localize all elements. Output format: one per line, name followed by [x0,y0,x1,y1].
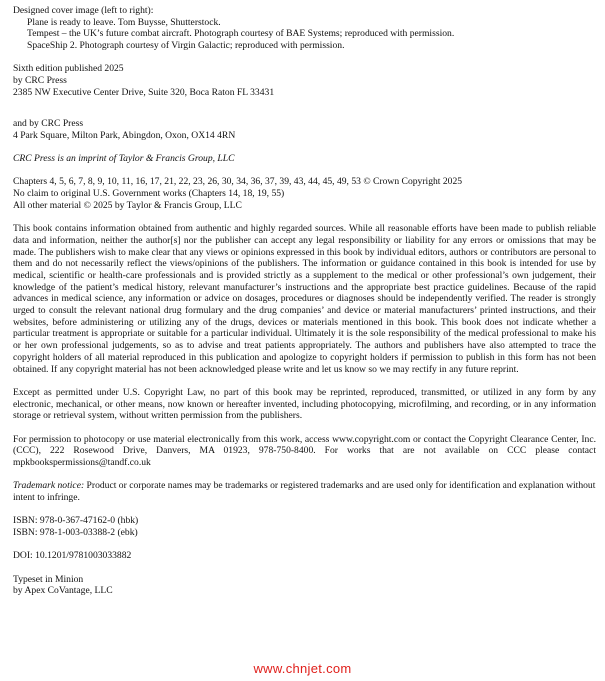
typesetter: by Apex CoVantage, LLC [13,585,113,597]
permission-paragraph [13,434,596,469]
rights-paragraph: Except as permitted under U.S. Copyright Law, no part of this book may be reprinted, reproduced, transmitted, or utilized in any form by any electronic, mechanical, or other means, now known or hereafter invented, including photocopying, microfilming, and recording, or in any information storage or retrieval system, without written permission from the publishers. [13,386,596,422]
watermark: www.chnjet.com [253,661,352,676]
cover-item-3: SpaceShip 2. Photograph courtesy of Virgin Galactic; reproduced with permission. [27,40,345,52]
imprint-statement: CRC Press is an imprint of Taylor & Francis Group, LLC [13,153,235,165]
isbn-hbk: ISBN: 978-0-367-47162-0 (hbk) [13,515,139,527]
uk-address: 4 Park Square, Milton Park, Abingdon, Oxon, OX14 4RN [13,129,236,141]
general-copyright: All other material © 2025 by Taylor & Francis Group, LLC [13,199,242,211]
typeset-font: Typeset in Minion [13,573,84,585]
cover-item-2: Tempest – the UK’s future combat aircraft. Photograph courtesy of BAE Systems; reproduced with permission. [27,28,455,40]
us-gov-claim: No claim to original U.S. Government works (Chapters 14, 18, 19, 55) [13,188,285,200]
copyright-page [13,5,596,597]
cover-item-1: Plane is ready to leave. Tom Buysse, Shutterstock. [27,16,221,28]
trademark-notice [13,480,596,503]
permission-text: For permission to photocopy or use material electronically from this work, access www.copyright.com or contact the Copyright Clearance Center, Inc. (CCC), 222 Rosewood Drive, Danvers, MA 01923, 978-750-8400. For works that are not available on CCC please contact [13,433,596,457]
crown-copyright: Chapters 4, 5, 6, 7, 8, 9, 10, 11, 16, 17, 21, 22, 23, 26, 30, 34, 36, 37, 39, 43, 44, 45, 49, 53 © Crown Copyright 2025 [13,176,463,188]
permission-email: mpkbookspermissions@tandf.co.uk [13,456,151,468]
trademark-text: Product or corporate names may be trademarks or registered trademarks and are used only for identification and explanation without intent to infringe. [13,480,596,503]
us-address: 2385 NW Executive Center Drive, Suite 320, Boca Raton FL 33431 [13,86,275,98]
cover-heading: Designed cover image (left to right): [13,5,154,16]
edition-line: Sixth edition published 2025 [13,63,124,75]
uk-publisher-line: and by CRC Press [13,118,84,130]
doi: DOI: 10.1201/9781003033882 [13,550,132,562]
isbn-ebk: ISBN: 978-1-003-03388-2 (ebk) [13,526,138,538]
publisher-line: by CRC Press [13,75,67,87]
disclaimer-paragraph: This book contains information obtained from authentic and highly regarded sources. While all reasonable efforts have been made to publish reliable data and information, neither the author[s] nor the publisher can accept any legal responsibility or liability for any errors or omissions that may be made. The publishers wish to make clear that any views or opinions expressed in this book by individual editors, authors or contributors are personal to them and do not necessarily reflect the views/opinions of the publishers. The information or guidance contained in this book is intended for use by medical, scientific or health-care professionals and is provided strictly as a supplement to the medical or other professional’s own judgement, their knowledge of the patient’s medical history, relevant manufacturer’s instructions and the appropriate best practice guidelines. Because of the rapid advances in medical science, any information or advice on dosages, procedures or diagnoses should be independently verified. The reader is strongly urged to consult the relevant national drug formulary and the drug companies’ and device or material manufacturers’ printed instructions, and their websites, before administering or utilizing any of the drugs, devices or materials mentioned in this book. This book does not indicate whether a particular treatment is appropriate or suitable for a particular individual. Ultimately it is the sole responsibility of the medical professional to make his or her own professional judgements, so as to advise and treat patients appropriately. The authors and publishers have also attempted to trace the copyright holders of all material reproduced in this publication and apologize to copyright holders if permission to publish in this form has not been obtained. If any copyright material has not been acknowledged please write and let us know so we may rectify in any future reprint. [13,223,596,375]
trademark-label: Trademark notice: [13,480,85,492]
